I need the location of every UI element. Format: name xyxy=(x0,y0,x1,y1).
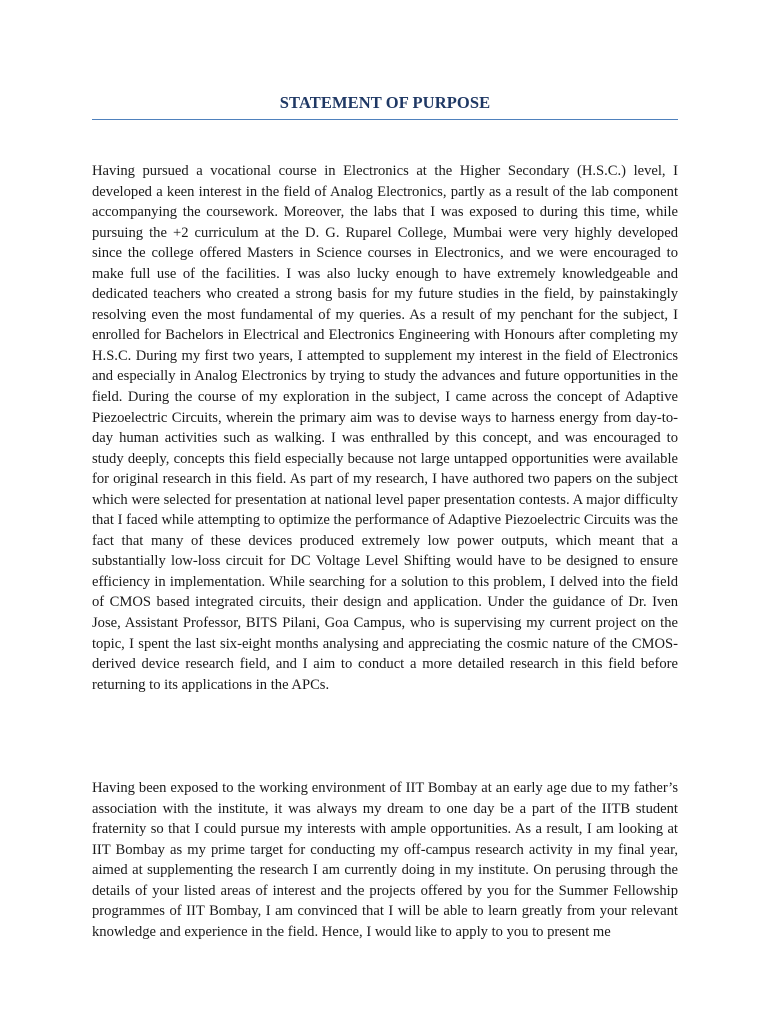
paragraph-1: Having pursued a vocational course in Electronics at the Higher Secondary (H.S.C.) level, I developed a keen interest in the field of Analog Electronics, partly as a result of the lab component accompanying the coursework. Moreover, the labs that I was exposed to during this time, while pursuing the +2 curriculum at the D. G. Ruparel College, Mumbai were very highly developed since the college offered Masters in Science courses in Electronics, and we were encouraged to make full use of the facilities. I was also lucky enough to have extremely knowledgeable and dedicated teachers who created a strong basis for my future studies in the field, by painstakingly resolving even the most fundamental of my queries. As a result of my penchant for the subject, I enrolled for Bachelors in Electrical and Electronics Engineering with Honours after completing my H.S.C. During my first two years, I attempted to supplement my interest in the field of Electronics and especially in Analog Electronics by trying to study the advances and future opportunities in the field. During the course of my exploration in the subject, I came across the concept of Adaptive Piezoelectric Circuits, wherein the primary aim was to devise ways to harness energy from day-to-day human activities such as walking. I was enthralled by this concept, and was encouraged to study deeply, concepts this field especially because not large untapped opportunities were available for original research in this field. As part of my research, I have authored two papers on the subject which were selected for presentation at national level paper presentation contests. A major difficulty that I faced while attempting to optimize the performance of Adaptive Piezoelectric Circuits was the fact that many of these devices produced extremely low power outputs, which meant that a substantially low-loss circuit for DC Voltage Level Shifting would have to be designed to ensure efficiency in implementation. While searching for a solution to this problem, I delved into the field of CMOS based integrated circuits, their design and application. Under the guidance of Dr. Iven Jose, Assistant Professor, BITS Pilani, Goa Campus, who is supervising my current project on the topic, I spent the last six-eight months analysing and appreciating the cosmic nature of the CMOS-derived device research field, and I aim to conduct a more detailed research in this field before returning to its applications in the APCs. xyxy=(92,163,678,693)
page-title: STATEMENT OF PURPOSE xyxy=(279,93,491,112)
title-underline xyxy=(92,119,678,120)
paragraph-2: Having been exposed to the working environment of IIT Bombay at an early age due to my father’s association with the institute, it was always my dream to one day be a part of the IITB student fraternity so that I could pursue my interests with ample opportunities. As a result, I am looking at IIT Bombay as my prime target for conducting my off-campus research activity in my final year, aimed at supplementing the research I am currently doing in my institute. On perusing through the details of your listed areas of interest and the projects offered by you for the Summer Fellowship programmes of IIT Bombay, I am convinced that I will be able to learn greatly from your relevant knowledge and experience in the field. Hence, I would like to apply to you to present me xyxy=(92,780,678,940)
